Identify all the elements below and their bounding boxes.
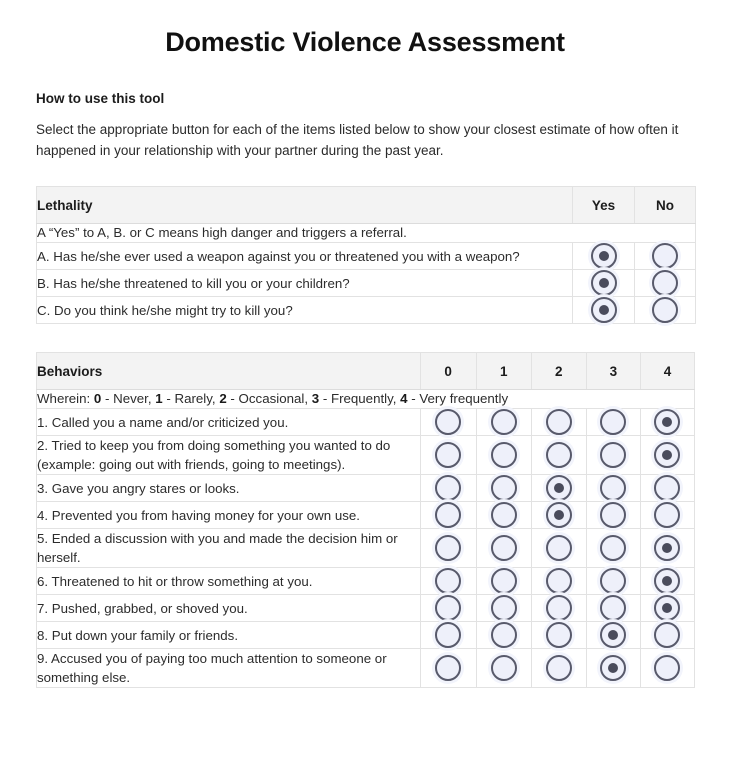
radio-unselected-icon[interactable] (491, 475, 517, 501)
behaviors-radio-r2-option-3[interactable] (586, 436, 640, 475)
behaviors-radio-r2-option-0[interactable] (420, 436, 476, 475)
lethality-question-text: B. Has he/she threatened to kill you or your children? (37, 270, 573, 297)
radio-selected-icon[interactable] (600, 655, 626, 681)
behaviors-radio-r6-option-0[interactable] (420, 568, 476, 595)
behaviors-question-text: 8. Put down your family or friends. (37, 622, 421, 649)
lethality-radio-r2-option-0[interactable] (573, 270, 635, 297)
radio-unselected-icon[interactable] (600, 502, 626, 528)
behaviors-row (37, 502, 695, 529)
behaviors-radio-r5-option-4[interactable] (640, 529, 694, 568)
behaviors-radio-r3-option-3[interactable] (586, 475, 640, 502)
scale-value: 1 (155, 391, 163, 406)
radio-unselected-icon[interactable] (546, 535, 572, 561)
lethality-header-row (37, 187, 696, 224)
behaviors-row (37, 622, 695, 649)
intro-section (0, 91, 730, 161)
radio-unselected-icon[interactable] (435, 409, 461, 435)
lethality-table-head (37, 187, 696, 224)
behaviors-radio-r4-option-4[interactable] (640, 502, 694, 529)
behaviors-row (37, 529, 695, 568)
radio-unselected-icon[interactable] (435, 535, 461, 561)
lethality-table-wrapper (36, 186, 694, 324)
behaviors-question-text: 7. Pushed, grabbed, or shoved you. (37, 595, 421, 622)
behaviors-question-text: 2. Tried to keep you from doing something you wanted to do (example: going out with friends, going to meetings). (37, 436, 421, 475)
radio-selected-icon[interactable] (654, 535, 680, 561)
radio-selected-icon[interactable] (600, 622, 626, 648)
behaviors-radio-r2-option-4[interactable] (640, 436, 694, 475)
behaviors-radio-r6-option-4[interactable] (640, 568, 694, 595)
behaviors-radio-r9-option-1[interactable] (476, 649, 531, 688)
behaviors-radio-r6-option-3[interactable] (586, 568, 640, 595)
behaviors-radio-r5-option-1[interactable] (476, 529, 531, 568)
behaviors-table (36, 352, 695, 688)
behaviors-radio-r4-option-3[interactable] (586, 502, 640, 529)
behaviors-radio-r6-option-1[interactable] (476, 568, 531, 595)
behaviors-radio-r6-option-2[interactable] (531, 568, 586, 595)
behaviors-radio-r8-option-0[interactable] (420, 622, 476, 649)
radio-unselected-icon[interactable] (435, 622, 461, 648)
behaviors-row (37, 436, 695, 475)
radio-unselected-icon[interactable] (546, 595, 572, 621)
behaviors-column-4: 4 (640, 353, 694, 390)
page-title: Domestic Violence Assessment (165, 27, 565, 57)
behaviors-radio-r5-option-0[interactable] (420, 529, 476, 568)
behaviors-radio-r7-option-1[interactable] (476, 595, 531, 622)
radio-unselected-icon[interactable] (546, 622, 572, 648)
radio-unselected-icon[interactable] (652, 270, 678, 296)
radio-unselected-icon[interactable] (600, 409, 626, 435)
radio-unselected-icon[interactable] (491, 568, 517, 594)
radio-selected-icon[interactable] (591, 243, 617, 269)
radio-selected-icon[interactable] (654, 595, 680, 621)
behaviors-radio-r4-option-2[interactable] (531, 502, 586, 529)
lethality-row (37, 243, 696, 270)
radio-unselected-icon[interactable] (654, 622, 680, 648)
behaviors-radio-r1-option-3[interactable] (586, 409, 640, 436)
radio-unselected-icon[interactable] (652, 297, 678, 323)
radio-unselected-icon[interactable] (546, 409, 572, 435)
behaviors-table-head (37, 353, 695, 390)
behaviors-radio-r3-option-4[interactable] (640, 475, 694, 502)
behaviors-row (37, 649, 695, 688)
radio-unselected-icon[interactable] (435, 595, 461, 621)
radio-selected-icon[interactable] (654, 409, 680, 435)
radio-unselected-icon[interactable] (435, 475, 461, 501)
behaviors-radio-r1-option-2[interactable] (531, 409, 586, 436)
lethality-radio-r1-option-0[interactable] (573, 243, 635, 270)
behaviors-row (37, 595, 695, 622)
behaviors-radio-r7-option-3[interactable] (586, 595, 640, 622)
radio-unselected-icon[interactable] (654, 502, 680, 528)
radio-unselected-icon[interactable] (600, 568, 626, 594)
behaviors-radio-r1-option-4[interactable] (640, 409, 694, 436)
radio-selected-icon[interactable] (654, 442, 680, 468)
radio-unselected-icon[interactable] (491, 655, 517, 681)
behaviors-radio-r4-option-0[interactable] (420, 502, 476, 529)
radio-unselected-icon[interactable] (600, 535, 626, 561)
radio-unselected-icon[interactable] (491, 622, 517, 648)
lethality-table (36, 186, 696, 324)
lethality-note: A “Yes” to A, B. or C means high danger and triggers a referral. (37, 224, 696, 243)
behaviors-radio-r9-option-4[interactable] (640, 649, 694, 688)
scale-value: 4 (400, 391, 408, 406)
radio-selected-icon[interactable] (546, 475, 572, 501)
radio-unselected-icon[interactable] (654, 655, 680, 681)
lethality-row (37, 270, 696, 297)
radio-unselected-icon[interactable] (491, 535, 517, 561)
behaviors-radio-r4-option-1[interactable] (476, 502, 531, 529)
behaviors-radio-r3-option-1[interactable] (476, 475, 531, 502)
radio-selected-icon[interactable] (546, 502, 572, 528)
behaviors-header-label: Behaviors (37, 353, 421, 390)
radio-unselected-icon[interactable] (600, 475, 626, 501)
radio-unselected-icon[interactable] (491, 442, 517, 468)
behaviors-radio-r8-option-4[interactable] (640, 622, 694, 649)
behaviors-question-text: 4. Prevented you from having money for your own use. (37, 502, 421, 529)
behaviors-radio-r2-option-2[interactable] (531, 436, 586, 475)
behaviors-radio-r8-option-3[interactable] (586, 622, 640, 649)
behaviors-scale-note: Wherein: 0 - Never, 1 - Rarely, 2 - Occasional, 3 - Frequently, 4 - Very frequently (37, 390, 695, 409)
behaviors-radio-r7-option-0[interactable] (420, 595, 476, 622)
behaviors-row (37, 475, 695, 502)
radio-unselected-icon[interactable] (491, 595, 517, 621)
behaviors-radio-r8-option-2[interactable] (531, 622, 586, 649)
radio-unselected-icon[interactable] (600, 595, 626, 621)
intro-heading: How to use this tool (36, 91, 165, 106)
behaviors-radio-r1-option-1[interactable] (476, 409, 531, 436)
lethality-row (37, 297, 696, 324)
behaviors-question-text: 3. Gave you angry stares or looks. (37, 475, 421, 502)
behaviors-radio-r7-option-2[interactable] (531, 595, 586, 622)
behaviors-column-3: 3 (586, 353, 640, 390)
behaviors-question-text: 9. Accused you of paying too much attention to someone or something else. (37, 649, 421, 688)
radio-unselected-icon[interactable] (491, 409, 517, 435)
lethality-column-no: No (635, 187, 696, 224)
lethality-question-text: A. Has he/she ever used a weapon against you or threatened you with a weapon? (37, 243, 573, 270)
radio-unselected-icon[interactable] (435, 568, 461, 594)
radio-selected-icon[interactable] (654, 568, 680, 594)
radio-unselected-icon[interactable] (654, 475, 680, 501)
radio-unselected-icon[interactable] (652, 243, 678, 269)
behaviors-radio-r5-option-2[interactable] (531, 529, 586, 568)
behaviors-column-2: 2 (531, 353, 586, 390)
radio-unselected-icon[interactable] (435, 655, 461, 681)
radio-unselected-icon[interactable] (491, 502, 517, 528)
scale-value: 0 (93, 391, 102, 406)
behaviors-question-text: 1. Called you a name and/or criticized you. (37, 409, 421, 436)
radio-selected-icon[interactable] (591, 270, 617, 296)
radio-unselected-icon[interactable] (546, 655, 572, 681)
behaviors-row (37, 409, 695, 436)
behaviors-radio-r9-option-2[interactable] (531, 649, 586, 688)
behaviors-radio-r8-option-1[interactable] (476, 622, 531, 649)
behaviors-radio-r1-option-0[interactable] (420, 409, 476, 436)
behaviors-question-text: 6. Threatened to hit or throw something at you. (37, 568, 421, 595)
radio-unselected-icon[interactable] (435, 442, 461, 468)
radio-unselected-icon[interactable] (546, 568, 572, 594)
behaviors-radio-r5-option-3[interactable] (586, 529, 640, 568)
lethality-column-yes: Yes (573, 187, 635, 224)
scale-value: 3 (311, 391, 320, 406)
behaviors-radio-r2-option-1[interactable] (476, 436, 531, 475)
lethality-header-label: Lethality (37, 187, 573, 224)
scale-value: 2 (219, 391, 227, 406)
behaviors-radio-r9-option-3[interactable] (586, 649, 640, 688)
lethality-note-row (37, 224, 696, 243)
lethality-radio-r3-option-1[interactable] (635, 297, 696, 324)
radio-unselected-icon[interactable] (546, 442, 572, 468)
radio-selected-icon[interactable] (591, 297, 617, 323)
lethality-radio-r2-option-1[interactable] (635, 270, 696, 297)
behaviors-table-wrapper (36, 352, 694, 688)
behaviors-row (37, 568, 695, 595)
behaviors-radio-r9-option-0[interactable] (420, 649, 476, 688)
behaviors-radio-r3-option-0[interactable] (420, 475, 476, 502)
radio-unselected-icon[interactable] (435, 502, 461, 528)
intro-text: Select the appropriate button for each of the items listed below to show your closest estimate of how often it happened in your relationship with your partner during the past year. (36, 122, 679, 158)
behaviors-header-row (37, 353, 695, 390)
behaviors-column-1: 1 (476, 353, 531, 390)
lethality-radio-r1-option-1[interactable] (635, 243, 696, 270)
behaviors-table-body (37, 390, 695, 688)
behaviors-radio-r7-option-4[interactable] (640, 595, 694, 622)
lethality-question-text: C. Do you think he/she might try to kill you? (37, 297, 573, 324)
behaviors-radio-r3-option-2[interactable] (531, 475, 586, 502)
behaviors-column-0: 0 (420, 353, 476, 390)
radio-unselected-icon[interactable] (600, 442, 626, 468)
behaviors-question-text: 5. Ended a discussion with you and made the decision him or herself. (37, 529, 421, 568)
behaviors-scale-row (37, 390, 695, 409)
lethality-table-body (37, 224, 696, 324)
lethality-radio-r3-option-0[interactable] (573, 297, 635, 324)
